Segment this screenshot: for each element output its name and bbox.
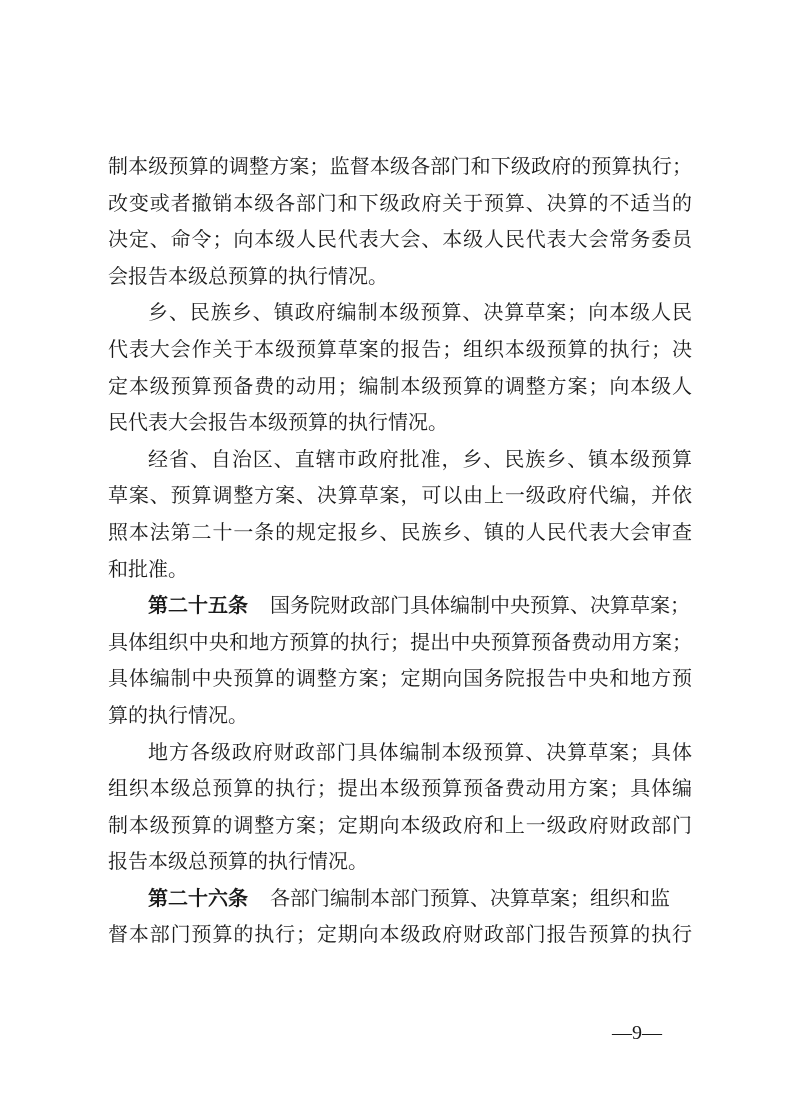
text-line: 报告本级总预算的执行情况。 (108, 849, 368, 874)
text-line (108, 587, 692, 624)
text-line: 督本部门预算的执行；定期向本级政府财政部门报告预算的执行 (108, 922, 692, 947)
text-line: 会报告本级总预算的执行情况。 (108, 263, 388, 288)
text-line (108, 880, 692, 917)
paragraph (108, 294, 692, 440)
article-text: 国务院财政部门具体编制中央预算、决算草案； (270, 593, 690, 618)
text-line: 改变或者撤销本级各部门和下级政府关于预算、决算的不适当的 (108, 190, 692, 215)
paragraph (108, 148, 692, 294)
paragraph (108, 734, 692, 880)
article-text: 各部门编制本部门预算、决算草案；组织和监 (270, 885, 670, 910)
text-line: 草案、预算调整方案、决算草案，可以由上一级政府代编，并依 (108, 483, 692, 508)
article-25 (108, 587, 692, 733)
article-heading: 第二十五条 (148, 593, 248, 618)
paragraph (108, 441, 692, 587)
text-line: 民代表大会报告本级预算的执行情况。 (108, 410, 448, 435)
text-line: 具体组织中央和地方预算的执行；提出中央预算预备费动用方案； (108, 629, 692, 654)
text-line: 决定、命令；向本级人民代表大会、本级人民代表大会常务委员 (108, 227, 692, 252)
text-line: 代表大会作关于本级预算草案的报告；组织本级预算的执行；决 (108, 336, 692, 361)
body-text (108, 148, 692, 953)
text-line: 算的执行情况。 (108, 702, 248, 727)
text-line: 乡、民族乡、镇政府编制本级预算、决算草案；向本级人民 (148, 300, 692, 325)
text-line: 具体编制中央预算的调整方案；定期向国务院报告中央和地方预 (108, 666, 692, 691)
text-line: 制本级预算的调整方案；监督本级各部门和下级政府的预算执行； (108, 154, 692, 178)
text-line: 组织本级总预算的执行；提出本级预算预备费动用方案；具体编 (108, 776, 692, 801)
article-heading: 第二十六条 (148, 885, 248, 910)
article-26 (108, 880, 692, 953)
text-line: 照本法第二十一条的规定报乡、民族乡、镇的人民代表大会审查 (108, 519, 692, 544)
text-line: 经省、自治区、直辖市政府批准，乡、民族乡、镇本级预算 (148, 446, 692, 471)
text-line: 和批准。 (108, 556, 188, 581)
page-number: —9— (612, 1022, 662, 1044)
text-line: 地方各级政府财政部门具体编制本级预算、决算草案；具体 (148, 739, 692, 764)
text-line: 制本级预算的调整方案；定期向本级政府和上一级政府财政部门 (108, 812, 692, 837)
text-line: 定本级预算预备费的动用；编制本级预算的调整方案；向本级人 (108, 373, 692, 398)
